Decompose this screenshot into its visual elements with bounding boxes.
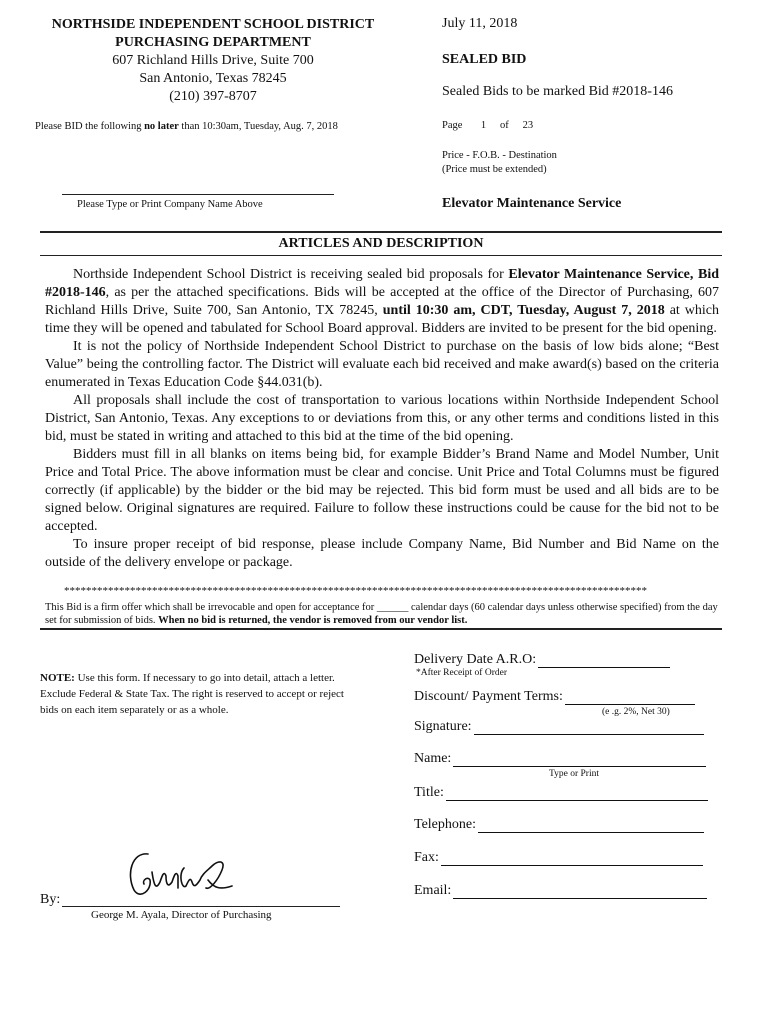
- paragraph-2: It is not the policy of Northside Independent School District to purchase on the basis of low bids alone; “Best Value” being the controlling factor. The District will evaluate each bid received and make award(s) based on the criteria enumerated in Texas Education Code §44.031(b).: [45, 339, 719, 390]
- articles-body: [45, 266, 719, 572]
- firm-offer-text: This Bid is a firm offer which shall be irrevocable and open for acceptance for ______ calendar days (60 calendar days unless otherwise specified) from the day set for submission of bids. When no bid is returned, the vendor is removed from our vendor list.: [45, 602, 718, 626]
- company-name-caption: Please Type or Print Company Name Above: [77, 199, 263, 210]
- note-box: NOTE: Use this form. If necessary to go into detail, attach a letter. Exclude Federal & State Tax. The right is reserved to accept or reject bids on each item separately or as a whole.: [40, 672, 344, 716]
- paragraph-4: Bidders must fill in all blanks on items being bid, for example Bidder’s Brand Name and Model Number, Unit Price and Total Price. The above information must be clear and concise. Unit Price and Total Columns must be figured correctly (if applicable) by the bidder or the bid may be rejected. This bid form must be used and all bids are to be signed below. Original signatures are required. Failure to follow these instructions could be cause for the bid not to be accepted.: [45, 447, 719, 534]
- director-signature: [122, 846, 242, 902]
- name-type-note: Type or Print: [549, 769, 599, 779]
- paragraph-3: All proposals shall include the cost of transportation to various locations within Northside Independent School District, San Antonio, Texas. Any exceptions to or deviations from this, or any other terms and conditions listed in this bid, must be stated in writing and attached to this bid at the time of the bid opening.: [45, 393, 719, 444]
- phone-number: (210) 397-8707: [169, 89, 257, 104]
- delivery-date-field[interactable]: Delivery Date A.R.O:: [414, 652, 670, 668]
- company-name-line: [62, 194, 334, 195]
- fax-field[interactable]: Fax:: [414, 850, 703, 866]
- payment-terms-field[interactable]: Discount/ Payment Terms:: [414, 689, 695, 705]
- address-line-1: 607 Richland Hills Drive, Suite 700: [112, 53, 314, 68]
- star-divider: **********************************************************************************************************: [64, 585, 647, 597]
- department-name: PURCHASING DEPARTMENT: [115, 35, 311, 50]
- service-title: Elevator Maintenance Service: [442, 196, 622, 211]
- by-signature-line: [62, 906, 340, 907]
- payment-terms-line[interactable]: [565, 690, 695, 705]
- fax-line[interactable]: [441, 851, 703, 866]
- sealed-bid-label: SEALED BID: [442, 52, 527, 67]
- signature-field[interactable]: Signature:: [414, 719, 704, 735]
- by-label: By:: [40, 892, 61, 907]
- name-field[interactable]: Name:: [414, 751, 706, 767]
- deadline-line: Please BID the following no later than 10:30am, Tuesday, Aug. 7, 2018: [35, 121, 338, 132]
- articles-title-rule: [40, 255, 722, 256]
- paragraph-5: To insure proper receipt of bid response, please include Company Name, Bid Number and Bid Name on the outside of the delivery envelope or package.: [45, 537, 719, 570]
- signature-line[interactable]: [474, 720, 704, 735]
- telephone-field[interactable]: Telephone:: [414, 817, 704, 833]
- paragraph-1: Northside Independent School District is receiving sealed bid proposals for Elevator Maintenance Service, Bid #2018-146, as per the attached specifications. Bids will be accepted at the office of the Director of Purchasing, 607 Richland Hills Drive, Suite 700, San Antonio, TX 78245, until 10:30 am, CDT, Tuesday, August 7, 2018 at which time they will be opened and tabulated for School Board approval. Bidders are invited to be present for the bid opening.: [45, 267, 720, 336]
- page-indicator: Page 1 of 23: [442, 120, 534, 131]
- district-name: NORTHSIDE INDEPENDENT SCHOOL DISTRICT: [51, 17, 375, 32]
- payment-terms-example: (e .g. 2%, Net 30): [602, 707, 670, 717]
- title-field[interactable]: Title:: [414, 785, 708, 801]
- price-extended-note: (Price must be extended): [442, 164, 547, 175]
- signer-name: George M. Ayala, Director of Purchasing: [91, 909, 272, 921]
- bid-marking: Sealed Bids to be marked Bid #2018-146: [442, 84, 673, 99]
- articles-title: ARTICLES AND DESCRIPTION: [278, 236, 484, 251]
- address-line-2: San Antonio, Texas 78245: [139, 71, 287, 86]
- firm-offer-rule: [40, 628, 722, 630]
- name-line[interactable]: [453, 752, 706, 767]
- title-line[interactable]: [446, 786, 708, 801]
- delivery-date-note: *After Receipt of Order: [416, 668, 508, 678]
- district-header: [28, 16, 398, 106]
- document-date: July 11, 2018: [442, 16, 518, 31]
- delivery-date-line[interactable]: [538, 653, 670, 668]
- fob-terms: Price - F.O.B. - Destination: [442, 150, 557, 161]
- email-line[interactable]: [453, 884, 707, 899]
- articles-top-rule: [40, 231, 722, 233]
- email-field[interactable]: Email:: [414, 883, 707, 899]
- telephone-line[interactable]: [478, 818, 704, 833]
